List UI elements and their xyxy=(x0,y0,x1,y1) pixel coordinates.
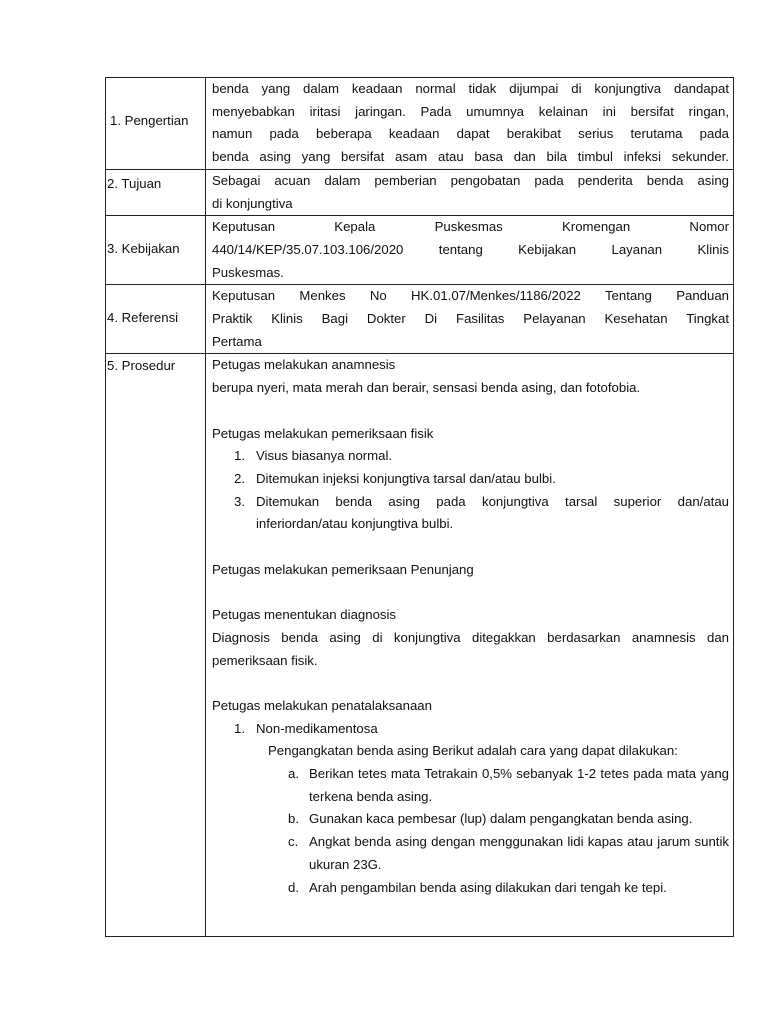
text-line: Praktik Klinis Bagi Dokter Di Fasilitas Pelayanan Kesehatan Tingkat xyxy=(212,311,729,327)
step-item xyxy=(212,831,729,876)
step-text: Gunakan kaca pembesar (lup) dalam pengangkatan benda asing. xyxy=(309,811,693,827)
sop-table xyxy=(105,77,734,937)
step-mark: c. xyxy=(288,834,299,850)
list-text: Visus biasanya normal. xyxy=(256,448,393,464)
row-referensi xyxy=(106,285,734,354)
row-prosedur xyxy=(106,354,734,937)
text-line: benda asing yang bersifat asam atau basa dan bila timbul infeksi sekunder. xyxy=(212,149,729,165)
row-tujuan xyxy=(106,169,734,215)
row-pengertian xyxy=(106,78,734,170)
label-tujuan: 2. Tujuan xyxy=(107,175,162,191)
text-line: Keputusan Menkes No HK.01.07/Menkes/1186/2022 Tentang Panduan xyxy=(212,288,729,304)
label-prosedur: 5. Prosedur xyxy=(107,358,176,374)
list-number: 3. xyxy=(234,493,245,509)
list-number: 2. xyxy=(234,470,245,486)
label-kebijakan: 3. Kebijakan xyxy=(107,241,180,257)
content-pengertian xyxy=(206,78,734,170)
list-text: Non-medikamentosa xyxy=(256,720,378,736)
text-line: 440/14/KEP/35.07.103.106/2020 tentang Kebijakan Layanan Klinis xyxy=(212,241,729,257)
section-text: berupa nyeri, mata merah dan berair, sensasi benda asing, dan fotofobia. xyxy=(212,380,641,396)
step-mark: d. xyxy=(288,879,299,895)
list-item xyxy=(212,718,729,741)
text-line: Pertama xyxy=(212,333,262,349)
list-text: Ditemukan injeksi konjungtiva tarsal dan/atau bulbi. xyxy=(256,470,556,486)
list-item xyxy=(212,468,729,491)
text-line: Sebagai acuan dalam pemberian pengobatan pada penderita benda asing xyxy=(212,172,729,188)
text-line: benda yang dalam keadaan normal tidak dijumpai di konjungtiva dandapat xyxy=(212,81,729,96)
step-item xyxy=(212,763,729,808)
intro-text: Pengangkatan benda asing Berikut adalah cara yang dapat dilakukan: xyxy=(268,743,678,759)
text-line: menyebabkan iritasi jaringan. Pada umumnya kelainan ini bersifat ringan, xyxy=(212,103,729,119)
label-pengertian: 1. Pengertian xyxy=(110,113,189,128)
step-text: Arah pengambilan benda asing dilakukan dari tengah ke tepi. xyxy=(309,879,667,895)
fisik-list xyxy=(212,445,729,536)
section-text: Diagnosis benda asing di konjungtiva ditegakkan berdasarkan anamnesis dan pemeriksaan fisik. xyxy=(212,629,729,668)
content-kebijakan xyxy=(206,216,734,285)
row-kebijakan xyxy=(106,216,734,285)
text-line: Keputusan Kepala Puskesmas Kromengan Nomor xyxy=(212,219,729,235)
section-title: Petugas melakukan pemeriksaan Penunjang xyxy=(212,561,474,577)
list-item xyxy=(212,491,729,536)
step-text: Berikan tetes mata Tetrakain 0,5% sebanyak 1-2 tetes pada mata yang terkena benda asing. xyxy=(309,766,729,804)
text-line: namun pada beberapa keadaan dapat berakibat serius terutama pada xyxy=(212,126,729,142)
step-item xyxy=(212,877,729,900)
text-line: di konjungtiva xyxy=(212,195,293,211)
label-referensi: 4. Referensi xyxy=(107,310,179,326)
steps-list xyxy=(212,763,729,899)
section-title: Petugas melakukan anamnesis xyxy=(212,357,396,373)
list-text: Ditemukan benda asing pada konjungtiva tarsal superior dan/atau inferiordan/atau konjungtiva bulbi. xyxy=(256,493,729,532)
list-number: 1. xyxy=(234,720,245,736)
section-title: Petugas melakukan pemeriksaan fisik xyxy=(212,425,434,441)
penatalaksanaan-list xyxy=(212,718,729,741)
list-item xyxy=(212,445,729,468)
step-mark: b. xyxy=(288,811,299,827)
section-title: Petugas menentukan diagnosis xyxy=(212,607,397,623)
content-referensi xyxy=(206,285,734,354)
section-title: Petugas melakukan penatalaksanaan xyxy=(212,697,432,713)
list-number: 1. xyxy=(234,448,245,464)
step-mark: a. xyxy=(288,766,299,782)
pengangkatan-intro xyxy=(212,740,729,763)
content-tujuan xyxy=(206,169,734,215)
content-prosedur xyxy=(206,354,734,937)
text-line: Puskesmas. xyxy=(212,264,284,280)
step-text: Angkat benda asing dengan menggunakan lidi kapas atau jarum suntik ukuran 23G. xyxy=(309,834,729,872)
step-item xyxy=(212,808,729,831)
